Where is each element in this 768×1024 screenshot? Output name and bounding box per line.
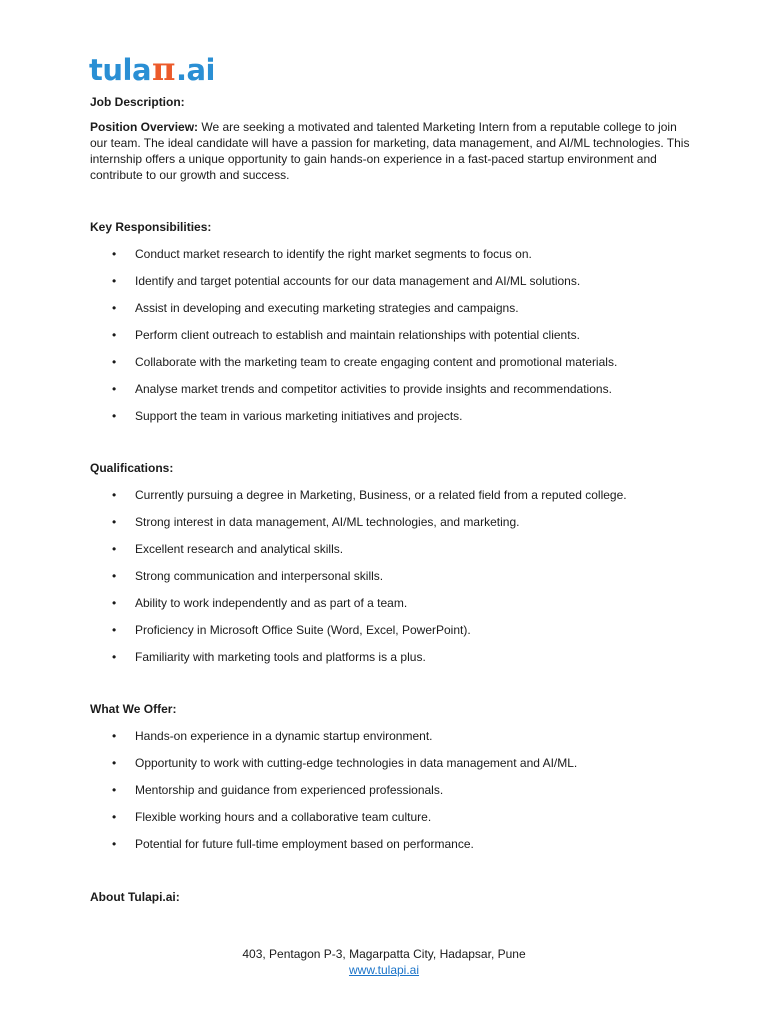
list-item (90, 273, 690, 300)
overview-text: We are seeking a motivated and talented Marketing Intern from a reputable college to join our team. The ideal candidate will have a passion for marketing, data management, and AI/ML technologies. This internship offers a unique opportunity to gain hands-on experience in a fast-paced startup environment and contribute to our growth and success. (90, 120, 690, 182)
list-item-text: Strong communication and interpersonal skills. (135, 569, 384, 583)
list-item-text: Analyse market trends and competitor activities to provide insights and recommendations. (135, 382, 612, 396)
bullet-icon: • (112, 301, 117, 315)
responsibilities-heading: Key Responsibilities: (90, 220, 212, 234)
list-item (90, 809, 690, 836)
list-item-text: Perform client outreach to establish and maintain relationships with potential clients. (135, 328, 580, 342)
list-item-text: Collaborate with the marketing team to create engaging content and promotional materials. (135, 355, 618, 369)
list-item (90, 381, 690, 408)
bullet-icon: • (112, 729, 117, 743)
responsibilities-list (90, 246, 690, 435)
list-item-text: Excellent research and analytical skills. (135, 542, 344, 556)
bullet-icon: • (112, 409, 117, 423)
position-overview (90, 119, 690, 183)
bullet-icon: • (112, 488, 117, 502)
list-item (90, 354, 690, 381)
list-item-text: Strong interest in data management, AI/ML technologies, and marketing. (135, 515, 520, 529)
list-item-text: Assist in developing and executing marketing strategies and campaigns. (135, 301, 519, 315)
list-item (90, 300, 690, 327)
offer-heading: What We Offer: (90, 702, 177, 716)
list-item (90, 541, 690, 568)
list-item-text: Ability to work independently and as part of a team. (135, 596, 408, 610)
list-item (90, 514, 690, 541)
list-item-text: Familiarity with marketing tools and platforms is a plus. (135, 650, 426, 664)
bullet-icon: • (112, 355, 117, 369)
list-item (90, 649, 690, 676)
list-item (90, 782, 690, 809)
bullet-icon: • (112, 783, 117, 797)
document-body (90, 94, 690, 904)
list-item-text: Support the team in various marketing initiatives and projects. (135, 409, 463, 423)
bullet-icon: • (112, 569, 117, 583)
bullet-icon: • (112, 515, 117, 529)
overview-label: Position Overview: (90, 120, 199, 134)
list-item (90, 246, 690, 273)
bullet-icon: • (112, 650, 117, 664)
list-item (90, 408, 690, 435)
qualifications-list (90, 487, 690, 676)
list-item-text: Conduct market research to identify the right market segments to focus on. (135, 247, 532, 261)
logo-pi-icon: π (152, 50, 175, 88)
logo-text-tula: tula (89, 53, 152, 87)
list-item (90, 595, 690, 622)
list-item-text: Opportunity to work with cutting-edge technologies in data management and AI/ML. (135, 756, 578, 770)
list-item (90, 755, 690, 782)
bullet-icon: • (112, 623, 117, 637)
list-item-text: Hands-on experience in a dynamic startup environment. (135, 729, 433, 743)
website-link[interactable]: www.tulapi.ai (348, 963, 420, 977)
list-item-text: Currently pursuing a degree in Marketing, Business, or a related field from a reputed college. (135, 488, 627, 502)
list-item (90, 622, 690, 649)
document-title: Job Description: (90, 95, 185, 109)
list-item-text: Flexible working hours and a collaborative team culture. (135, 810, 432, 824)
list-item-text: Potential for future full-time employment based on performance. (135, 837, 474, 851)
bullet-icon: • (112, 756, 117, 770)
list-item (90, 836, 690, 863)
list-item (90, 568, 690, 595)
bullet-icon: • (112, 274, 117, 288)
bullet-icon: • (112, 328, 117, 342)
list-item (90, 728, 690, 755)
footer-address: 403, Pentagon P-3, Magarpatta City, Hadapsar, Pune (242, 947, 526, 961)
qualifications-heading: Qualifications: (90, 461, 174, 475)
list-item (90, 487, 690, 514)
company-logo (89, 50, 215, 86)
bullet-icon: • (112, 810, 117, 824)
bullet-icon: • (112, 837, 117, 851)
list-item-text: Identify and target potential accounts for our data management and AI/ML solutions. (135, 274, 581, 288)
offer-list (90, 728, 690, 863)
logo-text-ai: .ai (175, 53, 215, 87)
about-heading: About Tulapi.ai: (90, 890, 180, 904)
list-item-text: Mentorship and guidance from experienced professionals. (135, 783, 444, 797)
bullet-icon: • (112, 382, 117, 396)
bullet-icon: • (112, 542, 117, 556)
bullet-icon: • (112, 596, 117, 610)
list-item-text: Proficiency in Microsoft Office Suite (Word, Excel, PowerPoint). (135, 623, 471, 637)
list-item (90, 327, 690, 354)
bullet-icon: • (112, 247, 117, 261)
page-footer (0, 946, 768, 978)
